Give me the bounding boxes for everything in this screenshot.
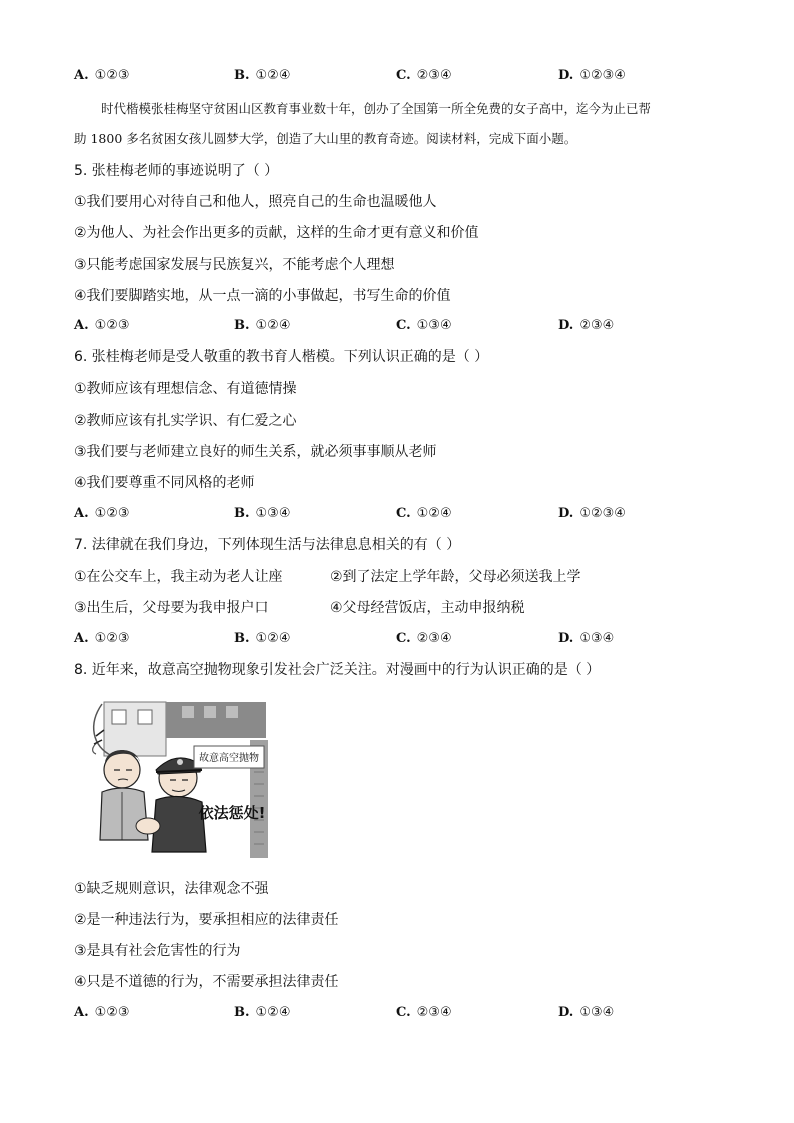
option-d[interactable]: D. ①③④ xyxy=(558,631,615,646)
passage-line-2: 助 1800 多名贫困女孩儿圆梦大学，创造了大山里的教育奇迹。阅读材料，完成下面小题。 xyxy=(74,131,577,146)
option-c[interactable]: C. ②③④ xyxy=(396,631,452,646)
option-a[interactable]: A. ①②③ xyxy=(74,68,130,83)
option-c[interactable]: C. ②③④ xyxy=(396,1005,452,1020)
question-6-options xyxy=(74,506,714,524)
question-5-options xyxy=(74,318,714,336)
cartoon-caption: 依法惩处! xyxy=(198,804,266,822)
question-6-item-3: ③我们要与老师建立良好的师生关系，就必须事事顺从老师 xyxy=(74,444,437,460)
question-5-stem: 5. 张桂梅老师的事迹说明了（ ） xyxy=(74,163,279,179)
question-5-item-3: ③只能考虑国家发展与民族复兴，不能考虑个人理想 xyxy=(74,257,395,273)
option-b[interactable]: B. ①②④ xyxy=(234,68,291,83)
question-7-options xyxy=(74,631,714,649)
option-c[interactable]: C. ①③④ xyxy=(396,318,452,333)
option-b[interactable]: B. ①②④ xyxy=(234,631,291,646)
question-8-options xyxy=(74,1005,714,1023)
question-8-item-3: ③是具有社会危害性的行为 xyxy=(74,943,241,959)
options-row-top xyxy=(74,68,714,86)
option-a[interactable]: A. ①②③ xyxy=(74,506,130,521)
passage-line-1: 时代楷模张桂梅坚守贫困山区教育事业数十年，创办了全国第一所全免费的女子高中，迄今为止已帮 xyxy=(101,101,652,116)
option-d[interactable]: D. ①③④ xyxy=(558,1005,615,1020)
option-d[interactable]: D. ①②③④ xyxy=(558,506,626,521)
cartoon-image xyxy=(82,700,268,858)
question-7-item-1: ①在公交车上，我主动为老人让座 xyxy=(74,569,283,585)
question-7-stem: 7. 法律就在我们身边，下列体现生活与法律息息相关的有（ ） xyxy=(74,537,461,553)
option-d[interactable]: D. ①②③④ xyxy=(558,68,626,83)
option-b[interactable]: B. ①③④ xyxy=(234,506,291,521)
option-c[interactable]: C. ②③④ xyxy=(396,68,452,83)
cartoon-sign-text: 故意高空抛物 xyxy=(199,753,259,764)
question-6-item-4: ④我们要尊重不同风格的老师 xyxy=(74,475,255,491)
option-a[interactable]: A. ①②③ xyxy=(74,1005,130,1020)
question-8-item-4: ④只是不道德的行为，不需要承担法律责任 xyxy=(74,974,339,990)
question-6-stem: 6. 张桂梅老师是受人敬重的教书育人楷模。下列认识正确的是（ ） xyxy=(74,349,489,365)
question-6-item-1: ①教师应该有理想信念、有道德情操 xyxy=(74,381,297,397)
option-a[interactable]: A. ①②③ xyxy=(74,318,130,333)
option-d[interactable]: D. ②③④ xyxy=(558,318,615,333)
question-7-items-row-2 xyxy=(74,599,525,617)
question-7-item-3: ③出生后，父母要为我申报户口 xyxy=(74,600,269,616)
option-a[interactable]: A. ①②③ xyxy=(74,631,130,646)
question-8-item-1: ①缺乏规则意识，法律观念不强 xyxy=(74,881,269,897)
question-8-stem: 8. 近年来，故意高空抛物现象引发社会广泛关注。对漫画中的行为认识正确的是（ ） xyxy=(74,662,601,678)
question-7-item-2: ②到了法定上学年龄，父母必须送我上学 xyxy=(330,569,581,585)
question-7-item-4: ④父母经营饭店，主动申报纳税 xyxy=(330,600,525,616)
option-b[interactable]: B. ①②④ xyxy=(234,1005,291,1020)
question-5-item-2: ②为他人、为社会作出更多的贡献，这样的生命才更有意义和价值 xyxy=(74,225,479,241)
question-7-items-row-1 xyxy=(74,568,581,586)
question-6-item-2: ②教师应该有扎实学识、有仁爱之心 xyxy=(74,413,297,429)
question-5-item-4: ④我们要脚踏实地，从一点一滴的小事做起，书写生命的价值 xyxy=(74,288,451,304)
question-8-item-2: ②是一种违法行为，要承担相应的法律责任 xyxy=(74,912,339,928)
question-5-item-1: ①我们要用心对待自己和他人，照亮自己的生命也温暖他人 xyxy=(74,194,437,210)
option-b[interactable]: B. ①②④ xyxy=(234,318,291,333)
option-c[interactable]: C. ①②④ xyxy=(396,506,452,521)
